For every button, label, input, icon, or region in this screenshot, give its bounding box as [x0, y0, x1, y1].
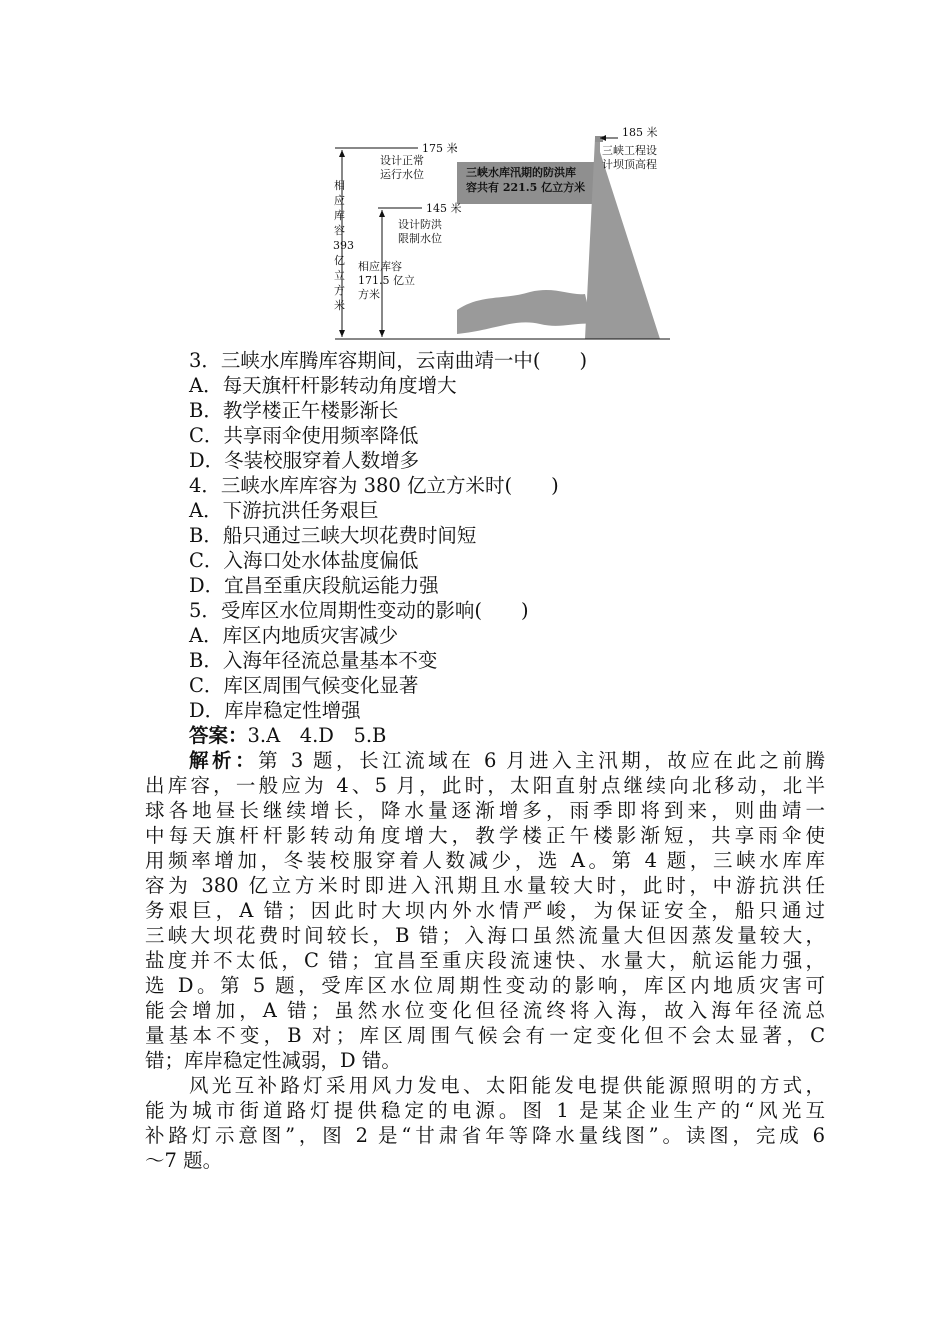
reservoir-diagram-svg	[330, 124, 690, 344]
analysis-line: 错；库岸稳定性减弱，D 错。	[145, 1049, 401, 1072]
option-item: A．每天旗杆杆影转动角度增大	[189, 374, 457, 397]
flood-storage-label-1: 三峡水库汛期的防洪库	[466, 166, 576, 179]
level-175-label: 175 米	[422, 142, 458, 155]
capacity-171-label-3: 方米	[358, 288, 380, 301]
question-stem: 3．三峡水库腾库容期间，云南曲靖一中( )	[189, 349, 588, 372]
question-stem: 5．受库区水位周期性变动的影响( )	[189, 599, 529, 622]
option-item: D．冬装校服穿着人数增多	[189, 449, 420, 472]
flood-limit-label-1: 设计防洪	[398, 218, 442, 231]
svg-text:容: 容	[334, 224, 345, 237]
analysis-line: 盐度并不太低，C 错；宜昌至重庆段流速快、水量大，航运能力强，	[145, 949, 825, 972]
svg-text:方: 方	[334, 284, 345, 297]
intro-line: 风光互补路灯采用风力发电、太阳能发电提供能源照明的方式，	[189, 1074, 825, 1097]
dam-crest	[595, 136, 603, 142]
analysis-line: 容为 380 亿立方米时即进入汛期且水量较大时，此时，中游抗洪任	[145, 874, 825, 897]
dam-top-label-2: 计坝顶高程	[602, 158, 657, 171]
analysis-label: 解析：	[189, 749, 259, 772]
option-item: C．共享雨伞使用频率降低	[189, 424, 419, 447]
analysis-line: 中每天旗杆杆影转动角度增大，教学楼正午楼影渐短，共享雨伞使	[145, 824, 825, 847]
option-item: C．入海口处水体盐度偏低	[189, 549, 419, 572]
svg-text:米: 米	[334, 299, 345, 312]
analysis-line: 三峡大坝花费时间较长，B 错；入海口虽然流量大但因蒸发量较大，	[145, 924, 825, 947]
answer-label: 答案：	[189, 724, 248, 747]
analysis-line: 量基本不变，B 对；库区周围气候会有一定变化但不会太显著，C	[145, 1024, 825, 1047]
option-item: B．入海年径流总量基本不变	[189, 649, 438, 672]
intro-line: ～7 题。	[145, 1149, 223, 1172]
svg-text:应: 应	[334, 194, 345, 207]
analysis-line: 出库容，一般应为 4、5 月，此时，太阳直射点继续向北移动，北半	[145, 774, 825, 797]
intro-line: 能为城市街道路灯提供稳定的电源。图 1 是某企业生产的“风光互	[145, 1099, 825, 1122]
svg-text:393: 393	[333, 239, 354, 252]
dam-top-label-1: 三峡工程设	[602, 144, 657, 157]
design-normal-label-1: 设计正常	[380, 154, 424, 167]
svg-text:立: 立	[334, 269, 345, 282]
svg-text:相: 相	[334, 179, 345, 192]
design-normal-label-2: 运行水位	[380, 168, 424, 181]
option-item: A．下游抗洪任务艰巨	[189, 499, 379, 522]
svg-text:库: 库	[334, 209, 345, 222]
analysis-line: 选 D。第 5 题，受库区水位周期性变动的影响，库区内地质灾害可	[145, 974, 825, 997]
capacity-171-label-2: 171.5 亿立	[358, 274, 415, 287]
answer-value: 3.A 4.D 5.B	[247, 724, 387, 747]
analysis-line: 解析：第 3 题，长江流域在 6 月进入主汛期，故应在此之前腾	[189, 749, 825, 772]
option-item: D．宜昌至重庆段航运能力强	[189, 574, 439, 597]
level-185-label: 185 米	[622, 126, 658, 139]
question-stem: 4．三峡水库库容为 380 亿立方米时( )	[189, 474, 559, 497]
analysis-line: 能会增加，A 错；虽然水位变化但径流终将入海，故入海年径流总	[145, 999, 825, 1022]
option-item: C．库区周围气候变化显著	[189, 674, 419, 697]
intro-line: 补路灯示意图”，图 2 是“甘肃省年等降水量线图”。读图，完成 6	[145, 1124, 825, 1147]
riverbed-silt	[457, 290, 592, 334]
flood-limit-label-2: 限制水位	[398, 232, 442, 245]
answer-line	[145, 723, 825, 748]
capacity-393-label	[333, 178, 354, 312]
level-145-label: 145 米	[426, 202, 462, 215]
option-item: B．船只通过三峡大坝花费时间短	[189, 524, 477, 547]
svg-text:亿: 亿	[334, 254, 345, 267]
reservoir-diagram	[330, 124, 690, 344]
document-body	[145, 348, 825, 1173]
option-item: A．库区内地质灾害减少	[189, 624, 399, 647]
analysis-line: 球各地昼长继续增长，降水量逐渐增多，雨季即将到来，则曲靖一	[145, 799, 825, 822]
option-item: D．库岸稳定性增强	[189, 699, 361, 722]
option-item: B．教学楼正午楼影渐长	[189, 399, 399, 422]
analysis-line: 用频率增加，冬装校服穿着人数减少，选 A。第 4 题，三峡水库库	[145, 849, 825, 872]
analysis-line: 务艰巨，A 错；因此时大坝内外水情严峻，为保证安全，船只通过	[145, 899, 825, 922]
capacity-171-label-1: 相应库容	[358, 260, 402, 273]
flood-storage-label-2: 容共有 221.5 亿立方米	[466, 181, 586, 194]
